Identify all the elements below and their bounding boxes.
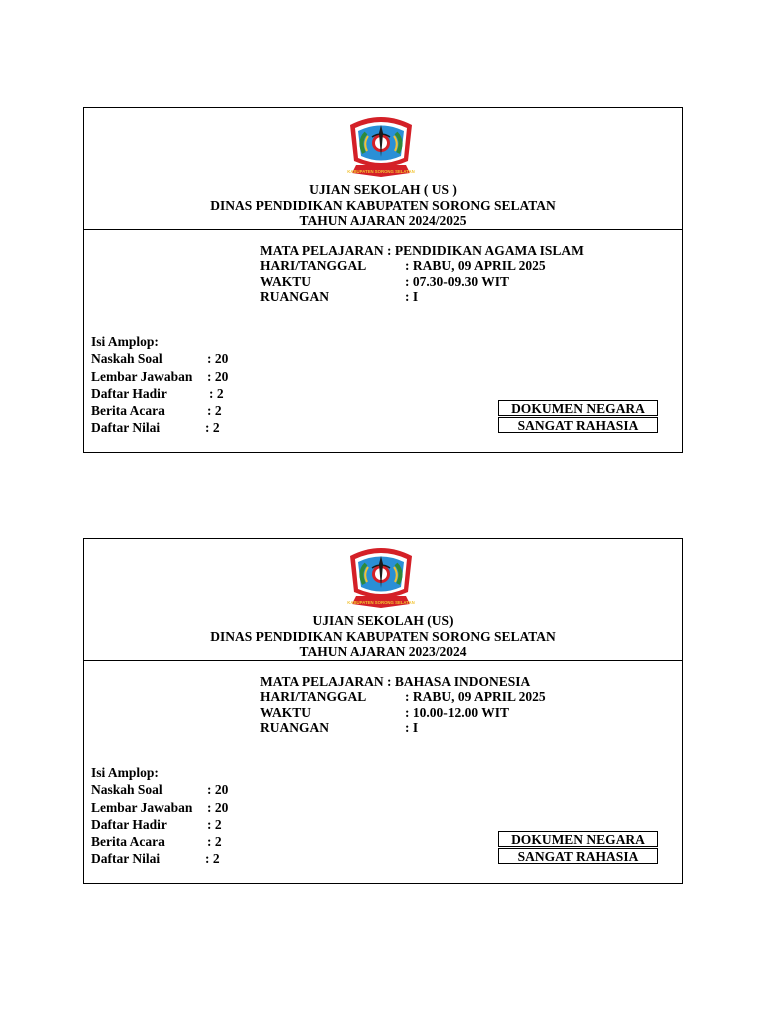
- day-value: : RABU, 09 APRIL 2025: [405, 258, 546, 274]
- item-label: Daftar Nilai: [91, 851, 161, 867]
- list-item: [91, 850, 228, 867]
- list-item: [91, 385, 228, 402]
- exam-title: UJIAN SEKOLAH ( US ): [309, 182, 457, 197]
- day-label: HARI/TANGGAL: [260, 258, 367, 274]
- list-item: [91, 833, 228, 850]
- envelope-contents: [91, 764, 228, 868]
- time-value: : 07.30-09.30 WIT: [405, 273, 510, 289]
- item-label: Naskah Soal: [91, 782, 163, 798]
- item-label: Daftar Nilai: [91, 420, 161, 436]
- envelope-label-2: [83, 538, 683, 884]
- classification-stamp: [498, 831, 658, 864]
- time-label: WAKTU: [260, 273, 312, 289]
- day-value: : RABU, 09 APRIL 2025: [405, 689, 546, 705]
- exam-info: [260, 243, 584, 304]
- item-value: : 2: [207, 834, 222, 850]
- time-label: WAKTU: [260, 704, 312, 720]
- stamp-line-1: DOKUMEN NEGARA: [498, 831, 658, 847]
- item-value: : 20: [207, 368, 229, 384]
- agency-name: DINAS PENDIDIKAN KABUPATEN SORONG SELATAN: [210, 197, 556, 213]
- time-value: : 10.00-12.00 WIT: [405, 704, 510, 720]
- logo-banner-text: KABUPATEN SORONG SELATAN: [347, 169, 415, 174]
- list-item: [91, 402, 228, 419]
- list-item: [91, 419, 228, 436]
- item-label: Daftar Hadir: [91, 385, 167, 401]
- room-label: RUANGAN: [260, 719, 329, 735]
- exam-title: UJIAN SEKOLAH (US): [312, 613, 454, 628]
- item-value: : 20: [207, 799, 229, 815]
- item-value: : 20: [207, 351, 229, 367]
- stamp-line-2: SANGAT RAHASIA: [498, 417, 658, 433]
- item-label: Daftar Hadir: [91, 816, 167, 832]
- contents-title: Isi Amplop:: [91, 765, 159, 780]
- item-value: : 2: [205, 851, 220, 867]
- stamp-line-1: DOKUMEN NEGARA: [498, 400, 658, 416]
- classification-stamp: [498, 400, 658, 433]
- item-label: Berita Acara: [91, 834, 165, 850]
- logo-banner-text: KABUPATEN SORONG SELATAN: [347, 600, 415, 605]
- day-label: HARI/TANGGAL: [260, 689, 367, 705]
- envelope-label-1: [83, 107, 683, 453]
- contents-title: Isi Amplop:: [91, 334, 159, 349]
- item-value: : 20: [207, 782, 229, 798]
- item-value: : 2: [209, 385, 224, 401]
- item-value: : 2: [207, 816, 222, 832]
- header-divider: [84, 660, 682, 661]
- academic-year: TAHUN AJARAN 2023/2024: [299, 644, 467, 659]
- room-value: : I: [405, 719, 419, 735]
- card-header: [84, 182, 682, 229]
- list-item: [91, 368, 228, 385]
- item-label: Berita Acara: [91, 403, 165, 419]
- card-header: [84, 613, 682, 660]
- stamp-line-2: SANGAT RAHASIA: [498, 848, 658, 864]
- list-item: [91, 781, 228, 798]
- item-value: : 2: [205, 420, 220, 436]
- header-divider: [84, 229, 682, 230]
- academic-year: TAHUN AJARAN 2024/2025: [299, 213, 467, 228]
- list-item: [91, 350, 228, 367]
- exam-info: [260, 674, 546, 735]
- room-label: RUANGAN: [260, 288, 329, 304]
- list-item: [91, 799, 228, 816]
- kabupaten-sorong-selatan-logo: [342, 113, 420, 183]
- list-item: [91, 816, 228, 833]
- item-label: Naskah Soal: [91, 351, 163, 367]
- envelope-contents: [91, 333, 228, 437]
- item-label: Lembar Jawaban: [91, 368, 193, 384]
- item-label: Lembar Jawaban: [91, 799, 193, 815]
- room-value: : I: [405, 288, 419, 304]
- item-value: : 2: [207, 403, 222, 419]
- kabupaten-sorong-selatan-logo: [342, 544, 420, 614]
- subject-line: MATA PELAJARAN : BAHASA INDONESIA: [260, 674, 531, 689]
- subject-line: MATA PELAJARAN : PENDIDIKAN AGAMA ISLAM: [260, 243, 584, 258]
- agency-name: DINAS PENDIDIKAN KABUPATEN SORONG SELATAN: [210, 628, 556, 644]
